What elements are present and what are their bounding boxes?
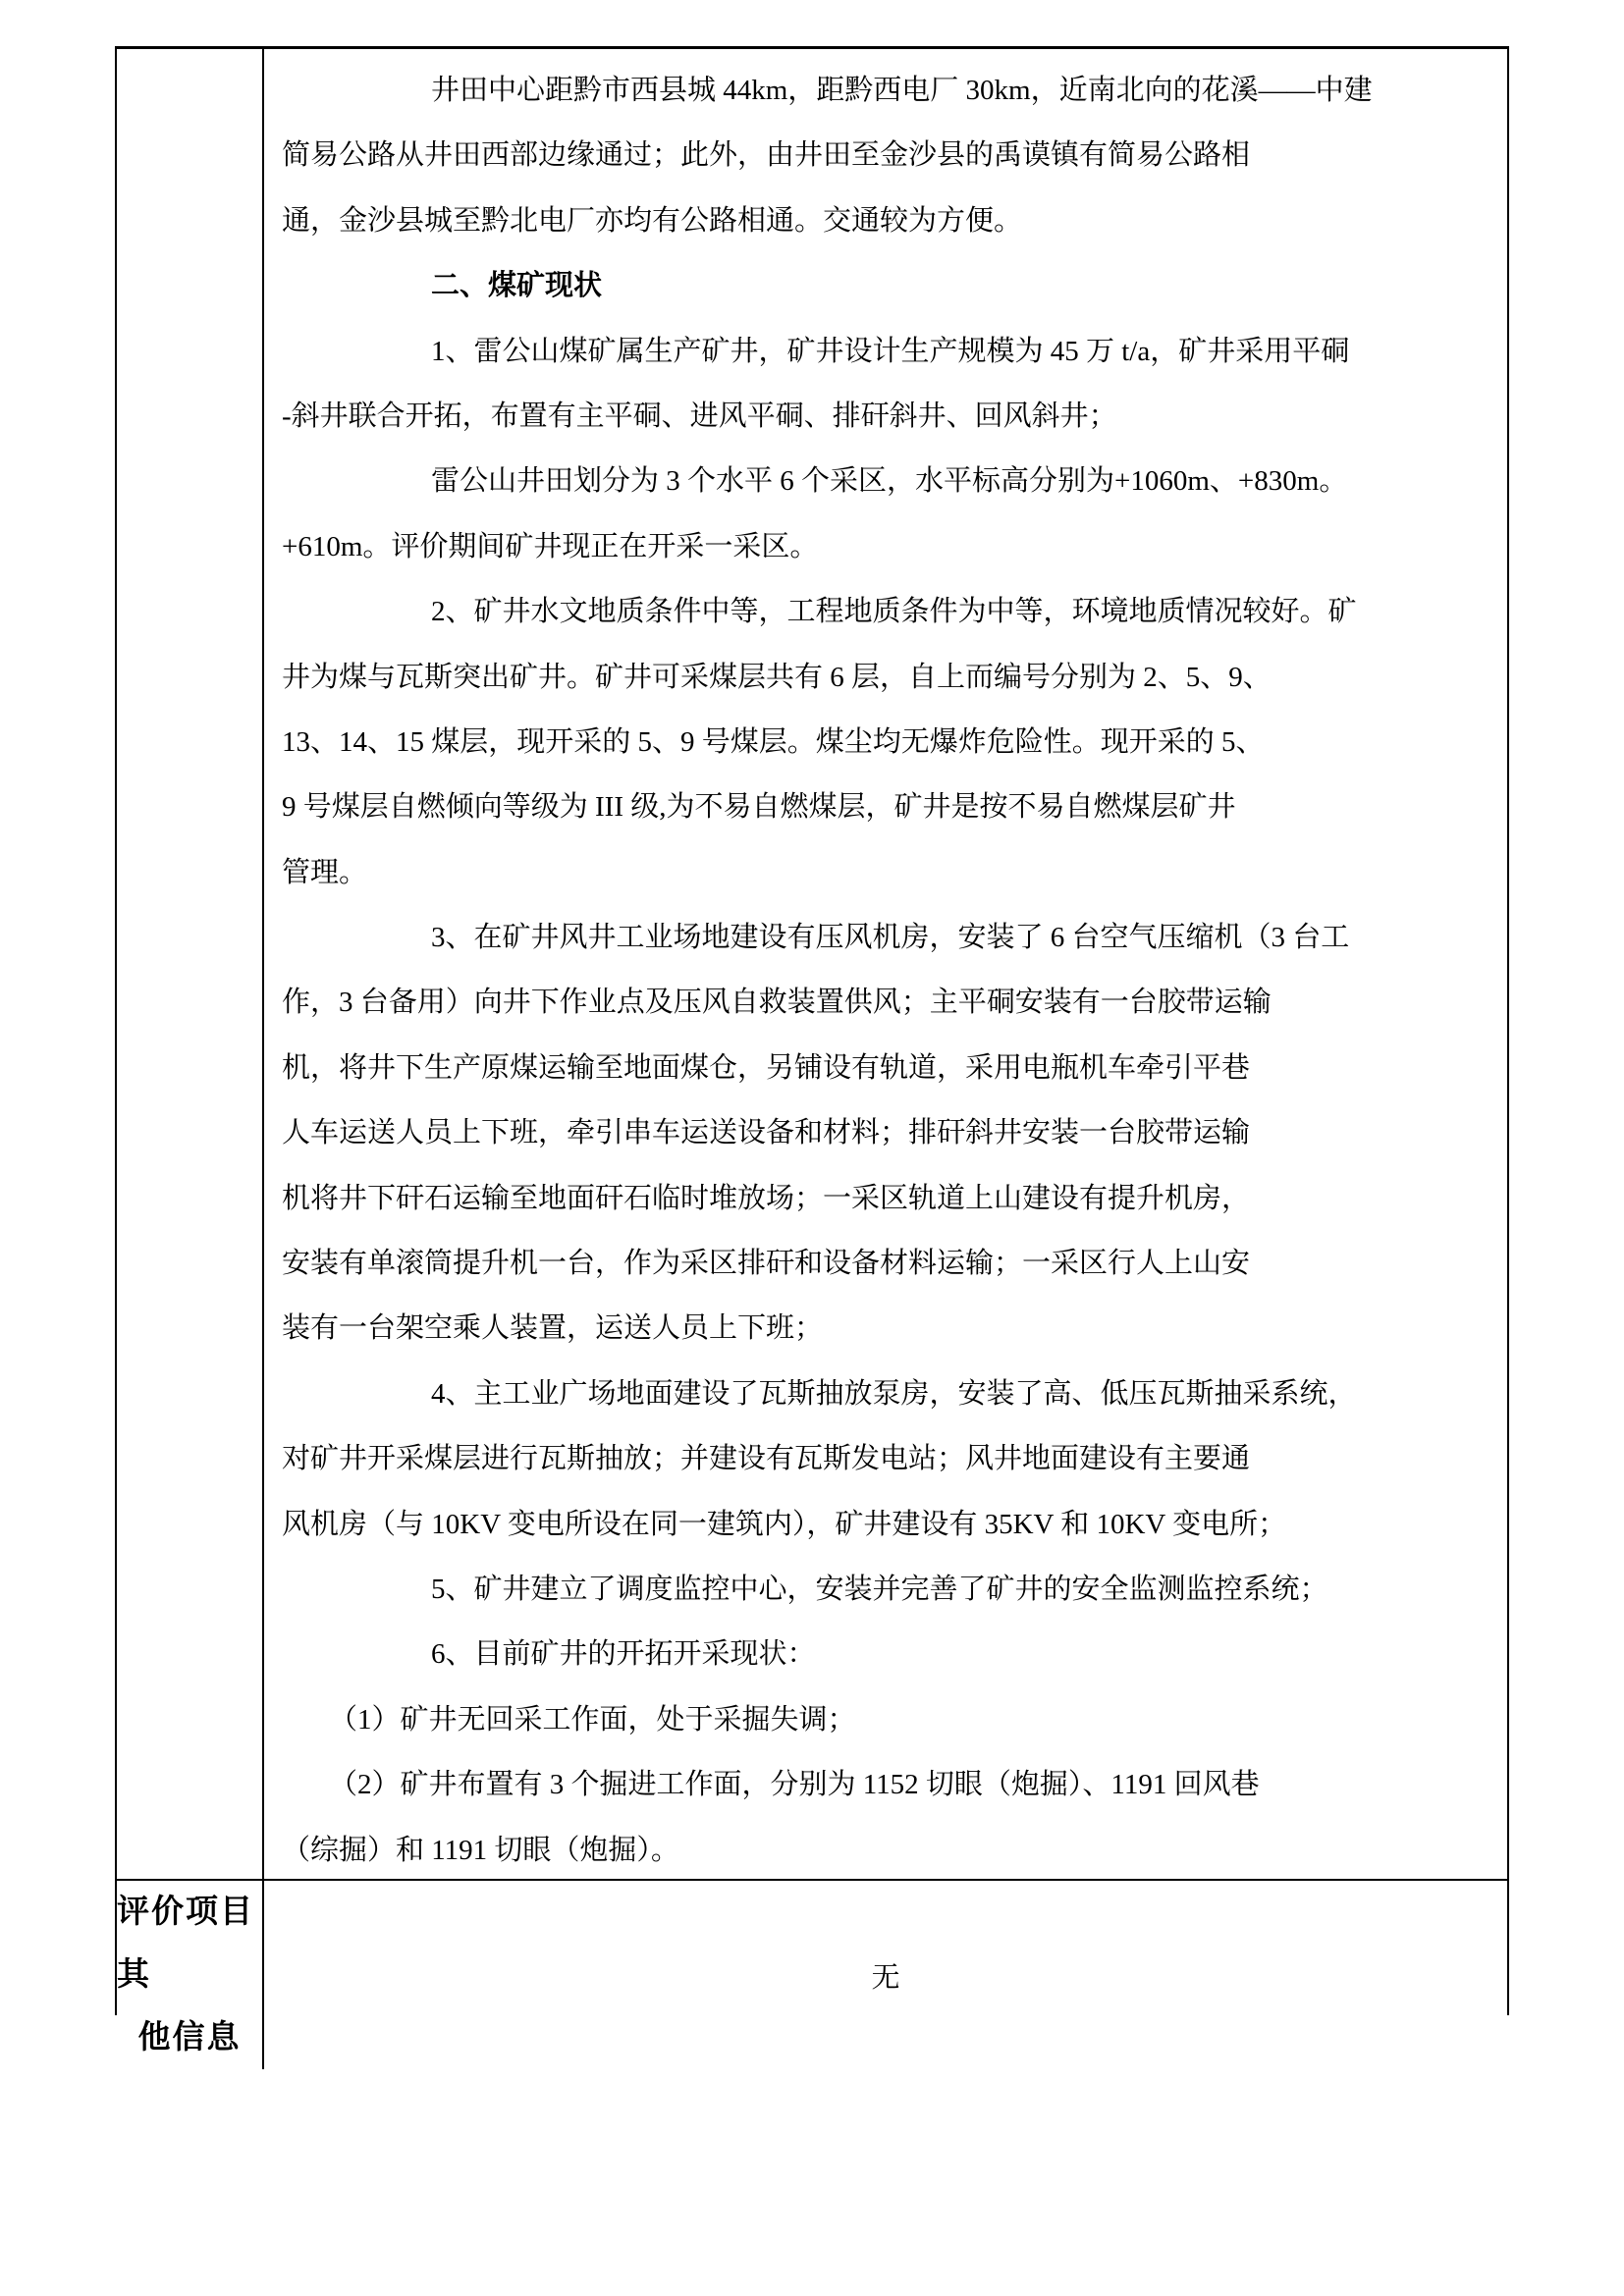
text-line: 雷公山井田划分为 3 个水平 6 个采区，水平标高分别为+1060m、+830m。: [431, 465, 1348, 498]
text-line: 二、煤矿现状: [431, 270, 603, 302]
text-line: 作，3 台备用）向井下作业点及压风自救装置供风；主平硐安装有一台胶带运输: [282, 987, 1272, 1019]
text-line: 安装有单滚筒提升机一台，作为采区排矸和设备材料运输；一采区行人上山安: [282, 1248, 1251, 1280]
assessment-table: [115, 46, 1509, 2056]
text-line: -斜井联合开拓，布置有主平硐、进风平硐、排矸斜井、回风斜井；: [282, 400, 1117, 432]
text-line: （2）矿井布置有 3 个掘进工作面，分别为 1152 切眼（炮掘）、1191 回风巷: [329, 1769, 1260, 1801]
footer-label-line1: 评价项目其: [117, 1895, 254, 1993]
text-line: 井为煤与瓦斯突出矿井。矿井可采煤层共有 6 层，自上而编号分别为 2、5、9、: [282, 661, 1272, 693]
text-line: 井田中心距黔市西县城 44km，距黔西电厂 30km，近南北向的花溪——中建: [431, 75, 1373, 106]
left-header-cell-empty: [117, 49, 264, 1879]
text-line: 2、矿井水文地质条件中等，工程地质条件为中等，环境地质情况较好。矿: [431, 596, 1357, 628]
text-line: 9 号煤层自燃倾向等级为 III 级,为不易自燃煤层，矿井是按不易自燃煤层矿井: [282, 791, 1236, 824]
text-line: 机，将井下生产原煤运输至地面煤仓，另铺设有轨道，采用电瓶机车牵引平巷: [282, 1051, 1251, 1084]
text-line: 13、14、15 煤层，现开采的 5、9 号煤层。煤尘均无爆炸危险性。现开采的 5、: [282, 725, 1265, 758]
text-line: 人车运送人员上下班，牵引串车运送设备和材料；排矸斜井安装一台胶带运输: [282, 1117, 1251, 1149]
text-line: 3、在矿井风井工业场地建设有压风机房，安装了 6 台空气压缩机（3 台工: [431, 922, 1350, 954]
footer-value-text: 无: [871, 1961, 900, 1994]
text-line: 5、矿井建立了调度监控中心，安装并完善了矿井的安全监测监控系统；: [431, 1573, 1328, 1605]
text-line: 简易公路从井田西部边缘通过；此外，由井田至金沙县的禹谟镇有简易公路相: [282, 139, 1251, 172]
text-line: 管理。: [282, 856, 368, 888]
text-line: （1）矿井无回采工作面，处于采掘失调；: [329, 1703, 856, 1735]
footer-label-cell: [117, 1879, 264, 2069]
text-line: 6、目前矿井的开拓开采现状：: [431, 1638, 816, 1671]
text-line: 对矿井开采煤层进行瓦斯抽放；并建设有瓦斯发电站；风井地面建设有主要通: [282, 1443, 1251, 1475]
footer-label-line2: 他信息: [137, 2020, 242, 2056]
text-line: 1、雷公山煤矿属生产矿井，矿井设计生产规模为 45 万 t/a，矿井采用平硐: [431, 335, 1350, 367]
text-line: 通，金沙县城至黔北电厂亦均有公路相通。交通较为方便。: [282, 204, 1023, 237]
text-line: 装有一台架空乘人装置，运送人员上下班；: [282, 1312, 824, 1345]
main-text-cell: [264, 49, 1507, 1879]
text-line: +610m。评价期间矿井现正在开采一采区。: [282, 530, 819, 562]
text-line: （综掘）和 1191 切眼（炮掘）。: [282, 1834, 679, 1866]
text-line: 风机房（与 10KV 变电所设在同一建筑内），矿井建设有 35KV 和 10KV 变电所；: [282, 1508, 1287, 1540]
footer-value-cell: [264, 1879, 1507, 2069]
text-line: 机将井下矸石运输至地面矸石临时堆放场；一采区轨道上山建设有提升机房，: [282, 1182, 1251, 1214]
text-line: 4、主工业广场地面建设了瓦斯抽放泵房，安装了高、低压瓦斯抽采系统，: [431, 1377, 1357, 1410]
